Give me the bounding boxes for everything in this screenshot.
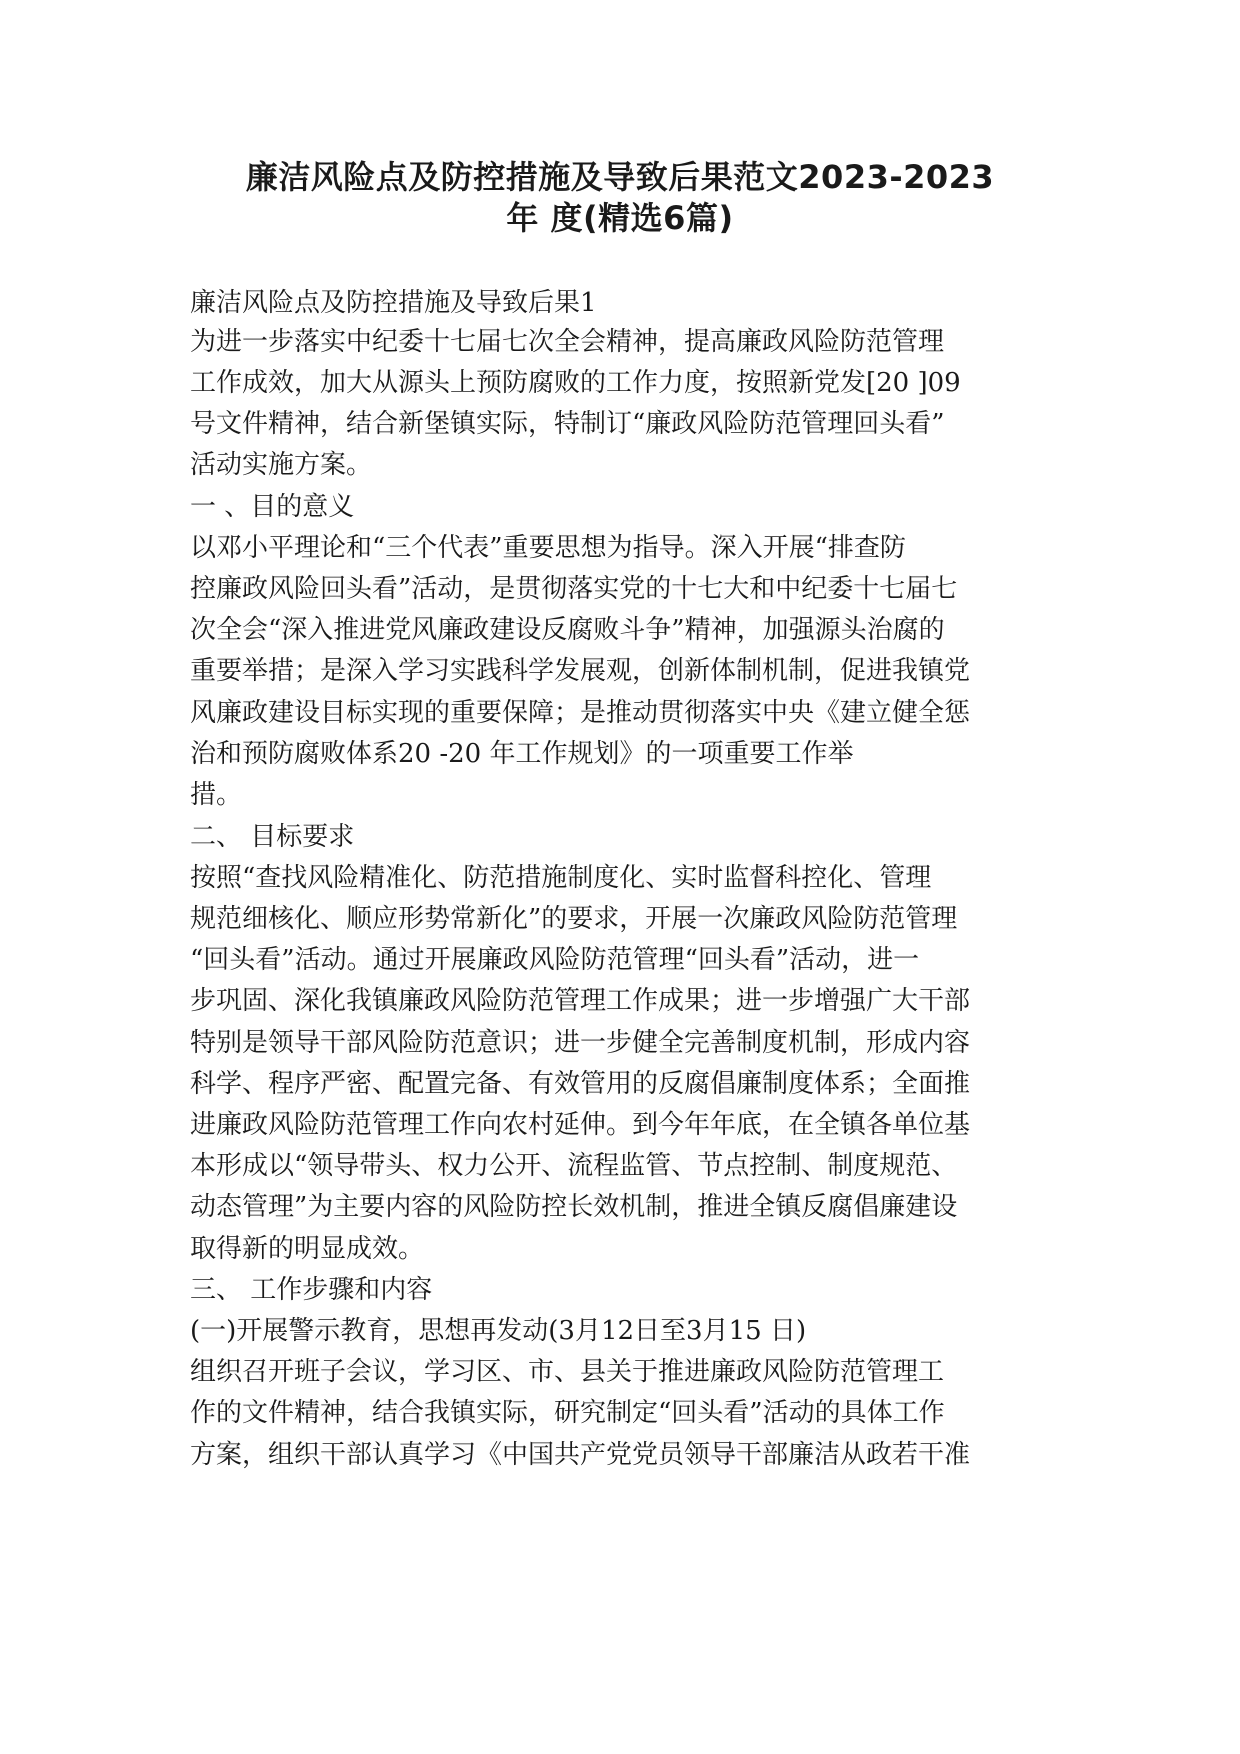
text-line: (一)开展警示教育，思想再发动(3月12日至3月15 日) — [190, 1316, 807, 1346]
text-line: 措。 — [190, 780, 243, 810]
text-line: 以邓小平理论和“三个代表”重要思想为指导。深入开展“排查防 — [190, 533, 906, 563]
text-line: 重要举措；是深入学习实践科学发展观，创新体制机制，促进我镇党 — [190, 656, 971, 686]
text-line: 取得新的明显成效。 — [190, 1234, 425, 1264]
text-line: 组织召开班子会议，学习区、市、县关于推进廉政风险防范管理工 — [190, 1357, 945, 1387]
text-line: 三、 工作步骤和内容 — [190, 1275, 433, 1305]
document-title-line-2: 年 度(精选6篇) — [506, 199, 734, 237]
text-line: 按照“查找风险精准化、防范措施制度化、实时监督科控化、管理 — [190, 863, 932, 893]
text-line: 治和预防腐败体系20 -20 年工作规划》的一项重要工作举 — [190, 739, 854, 769]
text-line: 本形成以“领导带头、权力公开、流程监管、节点控制、制度规范、 — [190, 1151, 958, 1181]
text-line: 方案，组织干部认真学习《中国共产党党员领导干部廉洁从政若干准 — [190, 1440, 971, 1470]
text-line: 作的文件精神，结合我镇实际，研究制定“回头看”活动的具体工作 — [190, 1398, 945, 1428]
text-line: 号文件精神，结合新堡镇实际，特制订“廉政风险防范管理回头看” — [190, 409, 945, 439]
text-line: 科学、程序严密、配置完备、有效管用的反腐倡廉制度体系；全面推 — [190, 1069, 971, 1099]
text-line: 风廉政建设目标实现的重要保障；是推动贯彻落实中央《建立健全惩 — [190, 698, 971, 728]
text-line: 二、 目标要求 — [190, 822, 355, 852]
text-line: 次全会“深入推进党风廉政建设反腐败斗争”精神，加强源头治腐的 — [190, 615, 945, 645]
text-line: 一 、目的意义 — [190, 492, 355, 522]
document-title-line-1: 廉洁风险点及防控措施及导致后果范文2023-2023 — [245, 158, 995, 196]
text-line: 规范细核化、顺应形势常新化”的要求，开展一次廉政风险防范管理 — [190, 904, 958, 934]
section-heading: 廉洁风险点及防控措施及导致后果1 — [190, 288, 597, 318]
text-line: 活动实施方案。 — [190, 450, 373, 480]
text-line: “回头看”活动。通过开展廉政风险防范管理“回头看”活动，进一 — [190, 945, 920, 975]
text-line: 步巩固、深化我镇廉政风险防范管理工作成果；进一步增强广大干部 — [190, 986, 971, 1016]
text-line: 动态管理”为主要内容的风险防控长效机制，推进全镇反腐倡廉建设 — [190, 1192, 958, 1222]
text-line: 控廉政风险回头看”活动，是贯彻落实党的十七大和中纪委十七届七 — [190, 574, 958, 604]
text-line: 为进一步落实中纪委十七届七次全会精神，提高廉政风险防范管理 — [190, 327, 945, 357]
text-line: 工作成效，加大从源头上预防腐败的工作力度，按照新党发[20 ]09 — [190, 368, 961, 398]
text-line: 特别是领导干部风险防范意识；进一步健全完善制度机制，形成内容 — [190, 1028, 971, 1058]
text-line: 进廉政风险防范管理工作向农村延伸。到今年年底，在全镇各单位基 — [190, 1110, 971, 1140]
